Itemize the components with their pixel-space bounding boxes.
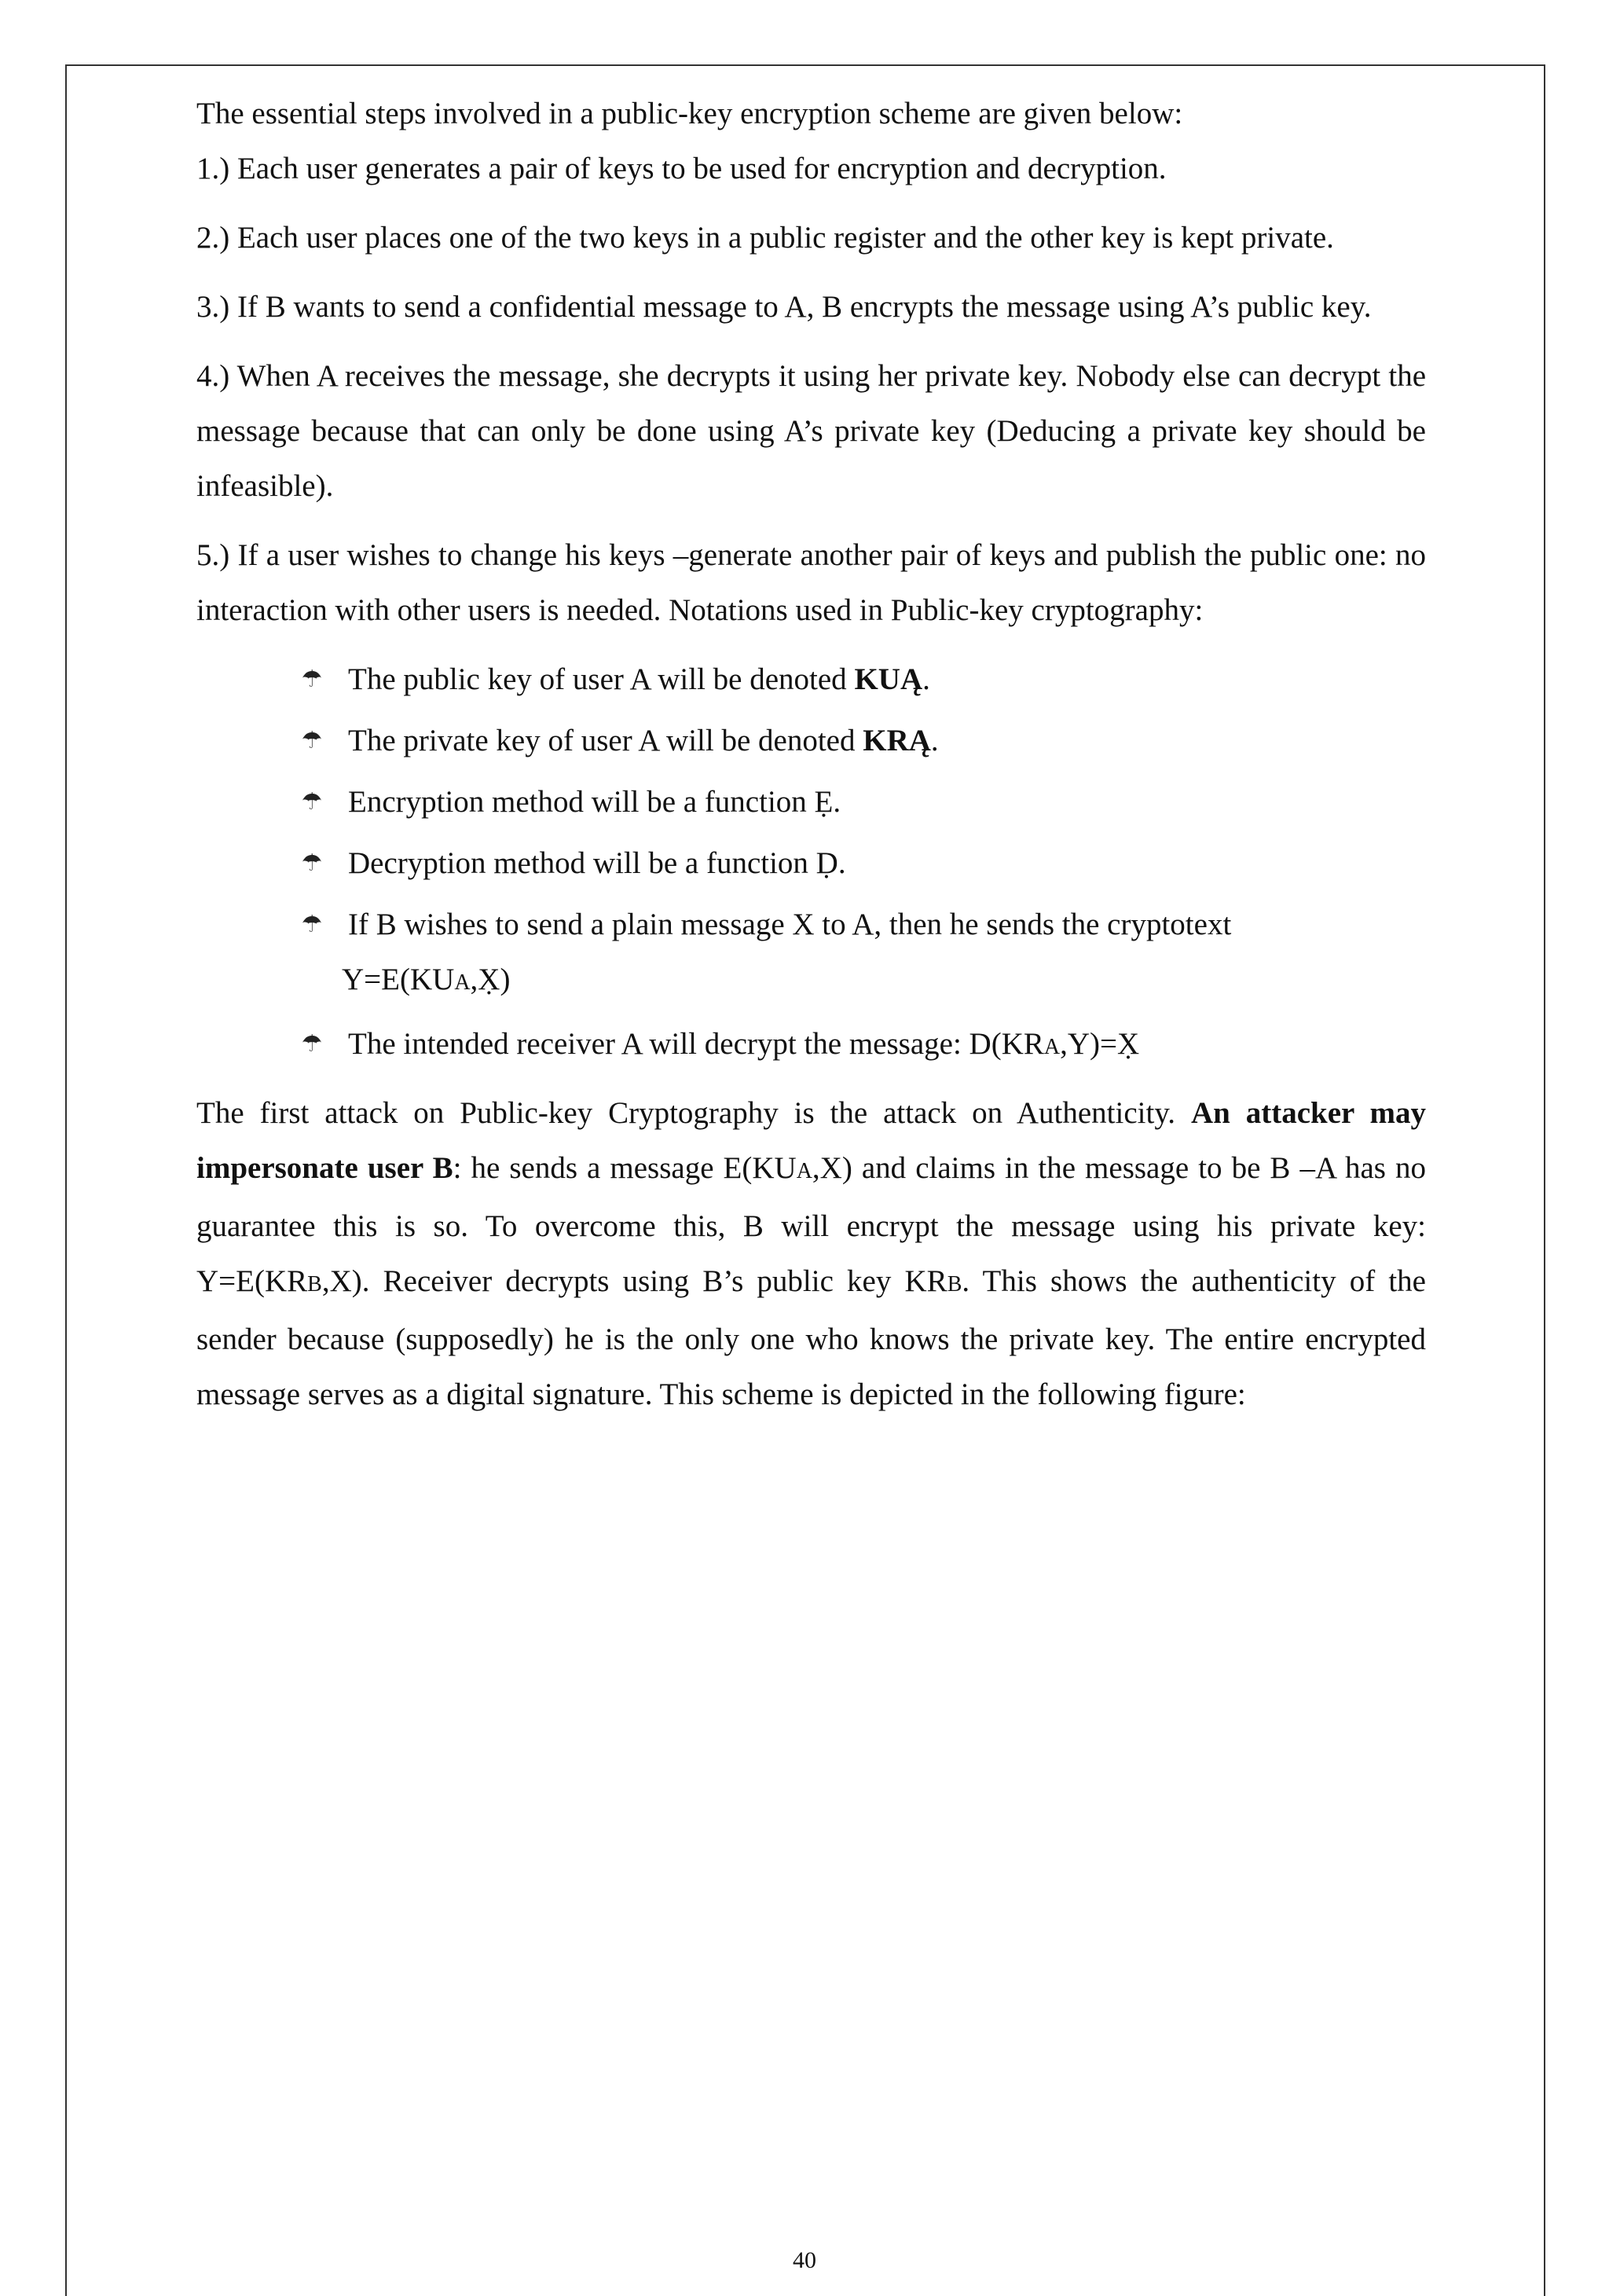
attack-text: . This shows the authenticity of the sender because (supposedly) he is the only one who knows the private key. The entire encrypted message serves as a digital signature. This scheme is depicted in the following figure: (196, 1264, 1426, 1411)
umbrella-icon: ☂ (301, 850, 323, 876)
list-item-text: If B wishes to send a plain message X to A, then he sends the cryptotext (348, 908, 1232, 941)
step-5: 5.) If a user wishes to change his keys –generate another pair of keys and publish the public one: no interaction with other users is needed. Notations used in Public-key cryptography: (196, 538, 1426, 627)
step-1: 1.) Each user generates a pair of keys to be used for encryption and decryption. (196, 152, 1167, 185)
list-item (196, 897, 1426, 1010)
formula-subscript: A (454, 970, 471, 995)
public-key-symbol: KUĄ (854, 662, 923, 696)
umbrella-icon: ☂ (301, 911, 323, 937)
list-item-text: The intended receiver A will decrypt the message: D(KR (348, 1027, 1044, 1061)
formula-subscript: B (947, 1272, 962, 1297)
list-item (196, 652, 1426, 707)
step-4: 4.) When A receives the message, she decrypts it using her private key. Nobody else can decrypt the message because that can only be done using A’s private key (Deducing a private key should be infeasible). (196, 359, 1426, 503)
formula-part: ,X̣) (470, 963, 511, 996)
attack-text: The first attack on Public-key Cryptography is the attack on Authenticity. (196, 1096, 1191, 1130)
intro-paragraph: The essential steps involved in a public-key encryption scheme are given below: (196, 97, 1183, 130)
attack-emphasis: An attacker may impersonate user B (196, 1096, 1427, 1185)
formula-part: ,Y)=X̣ (1060, 1027, 1140, 1061)
step-3: 3.) If B wants to send a confidential message to A, B encrypts the message using A’s public key. (196, 290, 1372, 324)
attack-text: ,X). Receiver decrypts using B’s public key KR (321, 1264, 947, 1298)
formula-subscript: B (307, 1272, 322, 1297)
list-item (196, 775, 1426, 830)
list-item-text: The public key of user A will be denoted (348, 662, 855, 696)
list-item (196, 836, 1426, 891)
notation-list (196, 652, 1426, 1075)
list-item-text: The private key of user A will be denoted (348, 724, 863, 757)
list-item-end: . (922, 662, 930, 696)
formula-subscript: A (1043, 1035, 1061, 1059)
document-body (196, 86, 1426, 1436)
private-key-symbol: KRĄ (863, 724, 931, 757)
attack-text: : he sends a message E(KU (453, 1151, 797, 1185)
list-item (196, 1017, 1426, 1075)
attack-text: ,X) and claims in the message to be B –A has no guarantee this is so. To overcome this, B will encrypt the message using his private key: Y=E(KR (196, 1151, 1427, 1298)
cryptotext-formula (342, 952, 1426, 1010)
umbrella-icon: ☂ (301, 666, 323, 692)
umbrella-icon: ☂ (301, 789, 323, 815)
attack-paragraph (196, 1086, 1426, 1422)
page-number: 40 (793, 2247, 816, 2273)
umbrella-icon: ☂ (301, 1031, 323, 1057)
list-item-text: Decryption method will be a function Ḍ. (348, 846, 846, 880)
umbrella-icon: ☂ (301, 728, 323, 754)
formula-part: Y=E(KU (342, 963, 455, 996)
list-item (196, 713, 1426, 768)
list-item-text: Encryption method will be a function Ẹ. (348, 785, 841, 819)
step-2: 2.) Each user places one of the two keys in a public register and the other key is kept private. (196, 221, 1334, 255)
formula-subscript: A (796, 1159, 812, 1183)
list-item-end: . (930, 724, 939, 757)
